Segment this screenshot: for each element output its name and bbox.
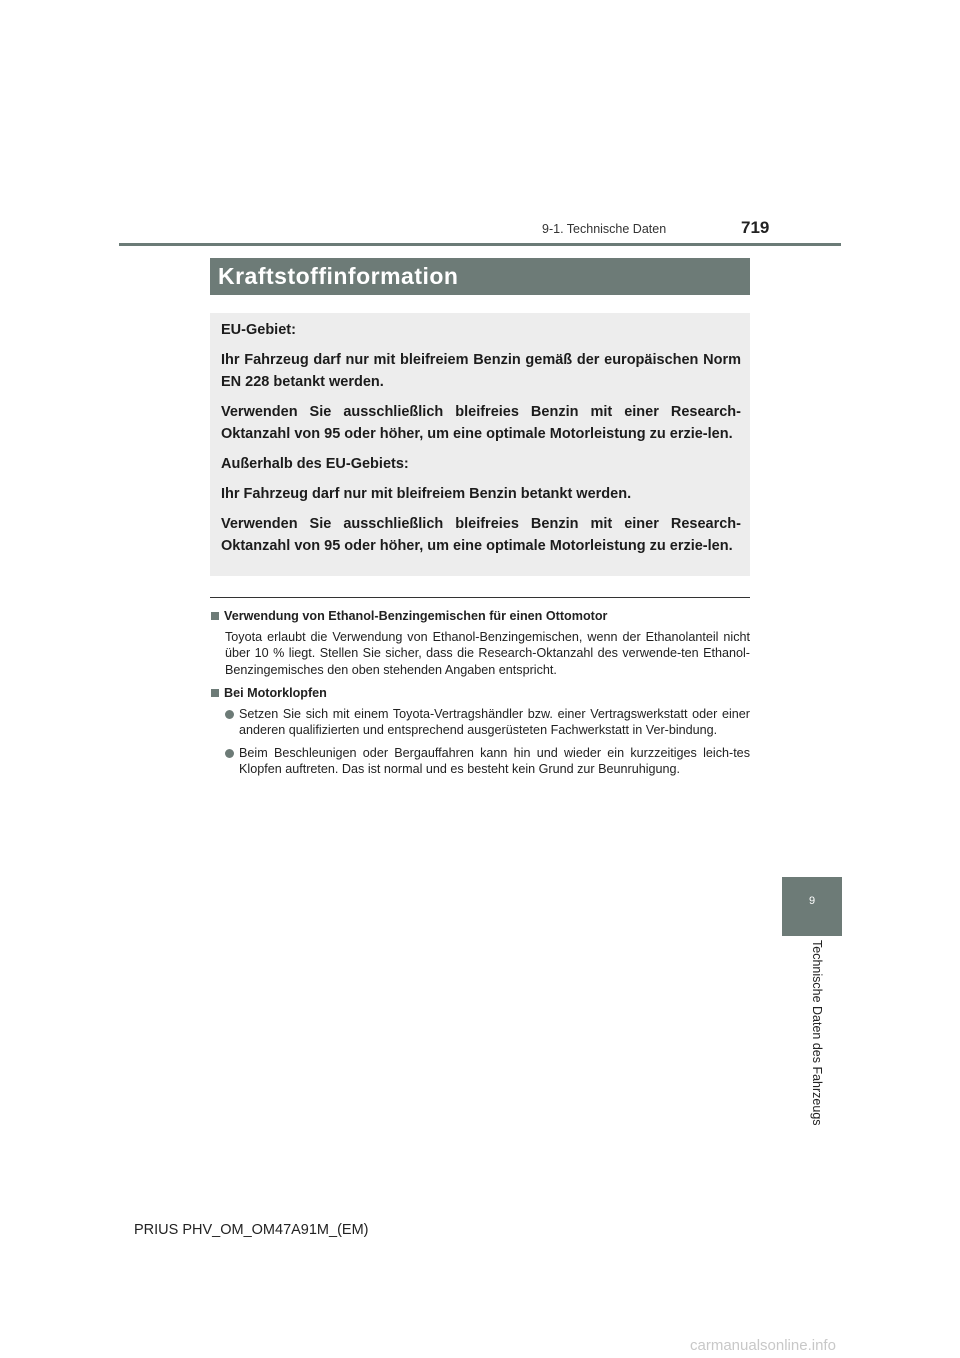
info-non-eu-octane-recommendation: Verwenden Sie ausschließlich bleifreies Benzin mit einer Research-Oktanzahl von 95 oder höher, um eine optimale Motorleistung zu erzie-len. <box>221 516 741 554</box>
note-heading-knocking <box>210 685 750 702</box>
note-heading-ethanol-text: Verwendung von Ethanol-Benzingemischen für einen Ottomotor <box>224 609 608 623</box>
running-header-section: 9-1. Technische Daten <box>542 222 667 236</box>
info-region-non-eu-heading: Außerhalb des EU-Gebiets: <box>221 456 409 472</box>
page-number: 719 <box>741 218 770 237</box>
square-bullet-icon <box>211 689 219 697</box>
notes-section <box>210 608 750 784</box>
notes-divider <box>210 597 750 598</box>
note-heading-knocking-text: Bei Motorklopfen <box>224 686 327 700</box>
circle-bullet-icon <box>225 749 234 758</box>
header-divider <box>119 243 841 246</box>
list-item <box>225 706 750 739</box>
document-id: PRIUS PHV_OM_OM47A91M_(EM) <box>134 1222 369 1238</box>
note-heading-ethanol <box>210 608 750 625</box>
square-bullet-icon <box>211 612 219 620</box>
list-item-text: Beim Beschleunigen oder Bergauffahren kann hin und wieder ein kurzzeitiges leich-tes Klopfen auftreten. Das ist normal und es besteht kein Grund zur Beunruhigung. <box>239 745 750 776</box>
fuel-info-box <box>210 313 750 576</box>
chapter-number: 9 <box>808 895 816 907</box>
chapter-tab <box>782 877 842 936</box>
note-body-ethanol: Toyota erlaubt die Verwendung von Ethanol-Benzingemischen, wenn der Ethanolanteil nicht über 10 % liegt. Stellen Sie sicher, dass die Research-Oktanzahl des verwende-ten Ethanol-Benzingemisches den oben stehenden Angaben entspricht. <box>225 629 750 677</box>
chapter-title-vertical: Technische Daten des Fahrzeugs <box>810 940 824 1126</box>
info-non-eu-fuel-requirement: Ihr Fahrzeug darf nur mit bleifreiem Benzin betankt werden. <box>221 486 632 502</box>
info-eu-fuel-requirement: Ihr Fahrzeug darf nur mit bleifreiem Benzin gemäß der europäischen Norm EN 228 betankt werden. <box>221 352 741 390</box>
circle-bullet-icon <box>225 710 234 719</box>
info-eu-octane-recommendation: Verwenden Sie ausschließlich bleifreies Benzin mit einer Research-Oktanzahl von 95 oder höher, um eine optimale Motorleistung zu erzie-len. <box>221 404 741 442</box>
list-item-text: Setzen Sie sich mit einem Toyota-Vertragshändler bzw. einer Vertragswerkstatt oder einer anderen qualifizierten und entsprechend ausgerüsteten Fachwerkstatt in Ver-bindung. <box>239 706 750 737</box>
list-item <box>225 745 750 778</box>
watermark-text: carmanualsonline.info <box>690 1337 836 1354</box>
info-region-eu-heading: EU-Gebiet: <box>221 322 296 338</box>
section-title: Kraftstoffinformation <box>210 258 750 295</box>
